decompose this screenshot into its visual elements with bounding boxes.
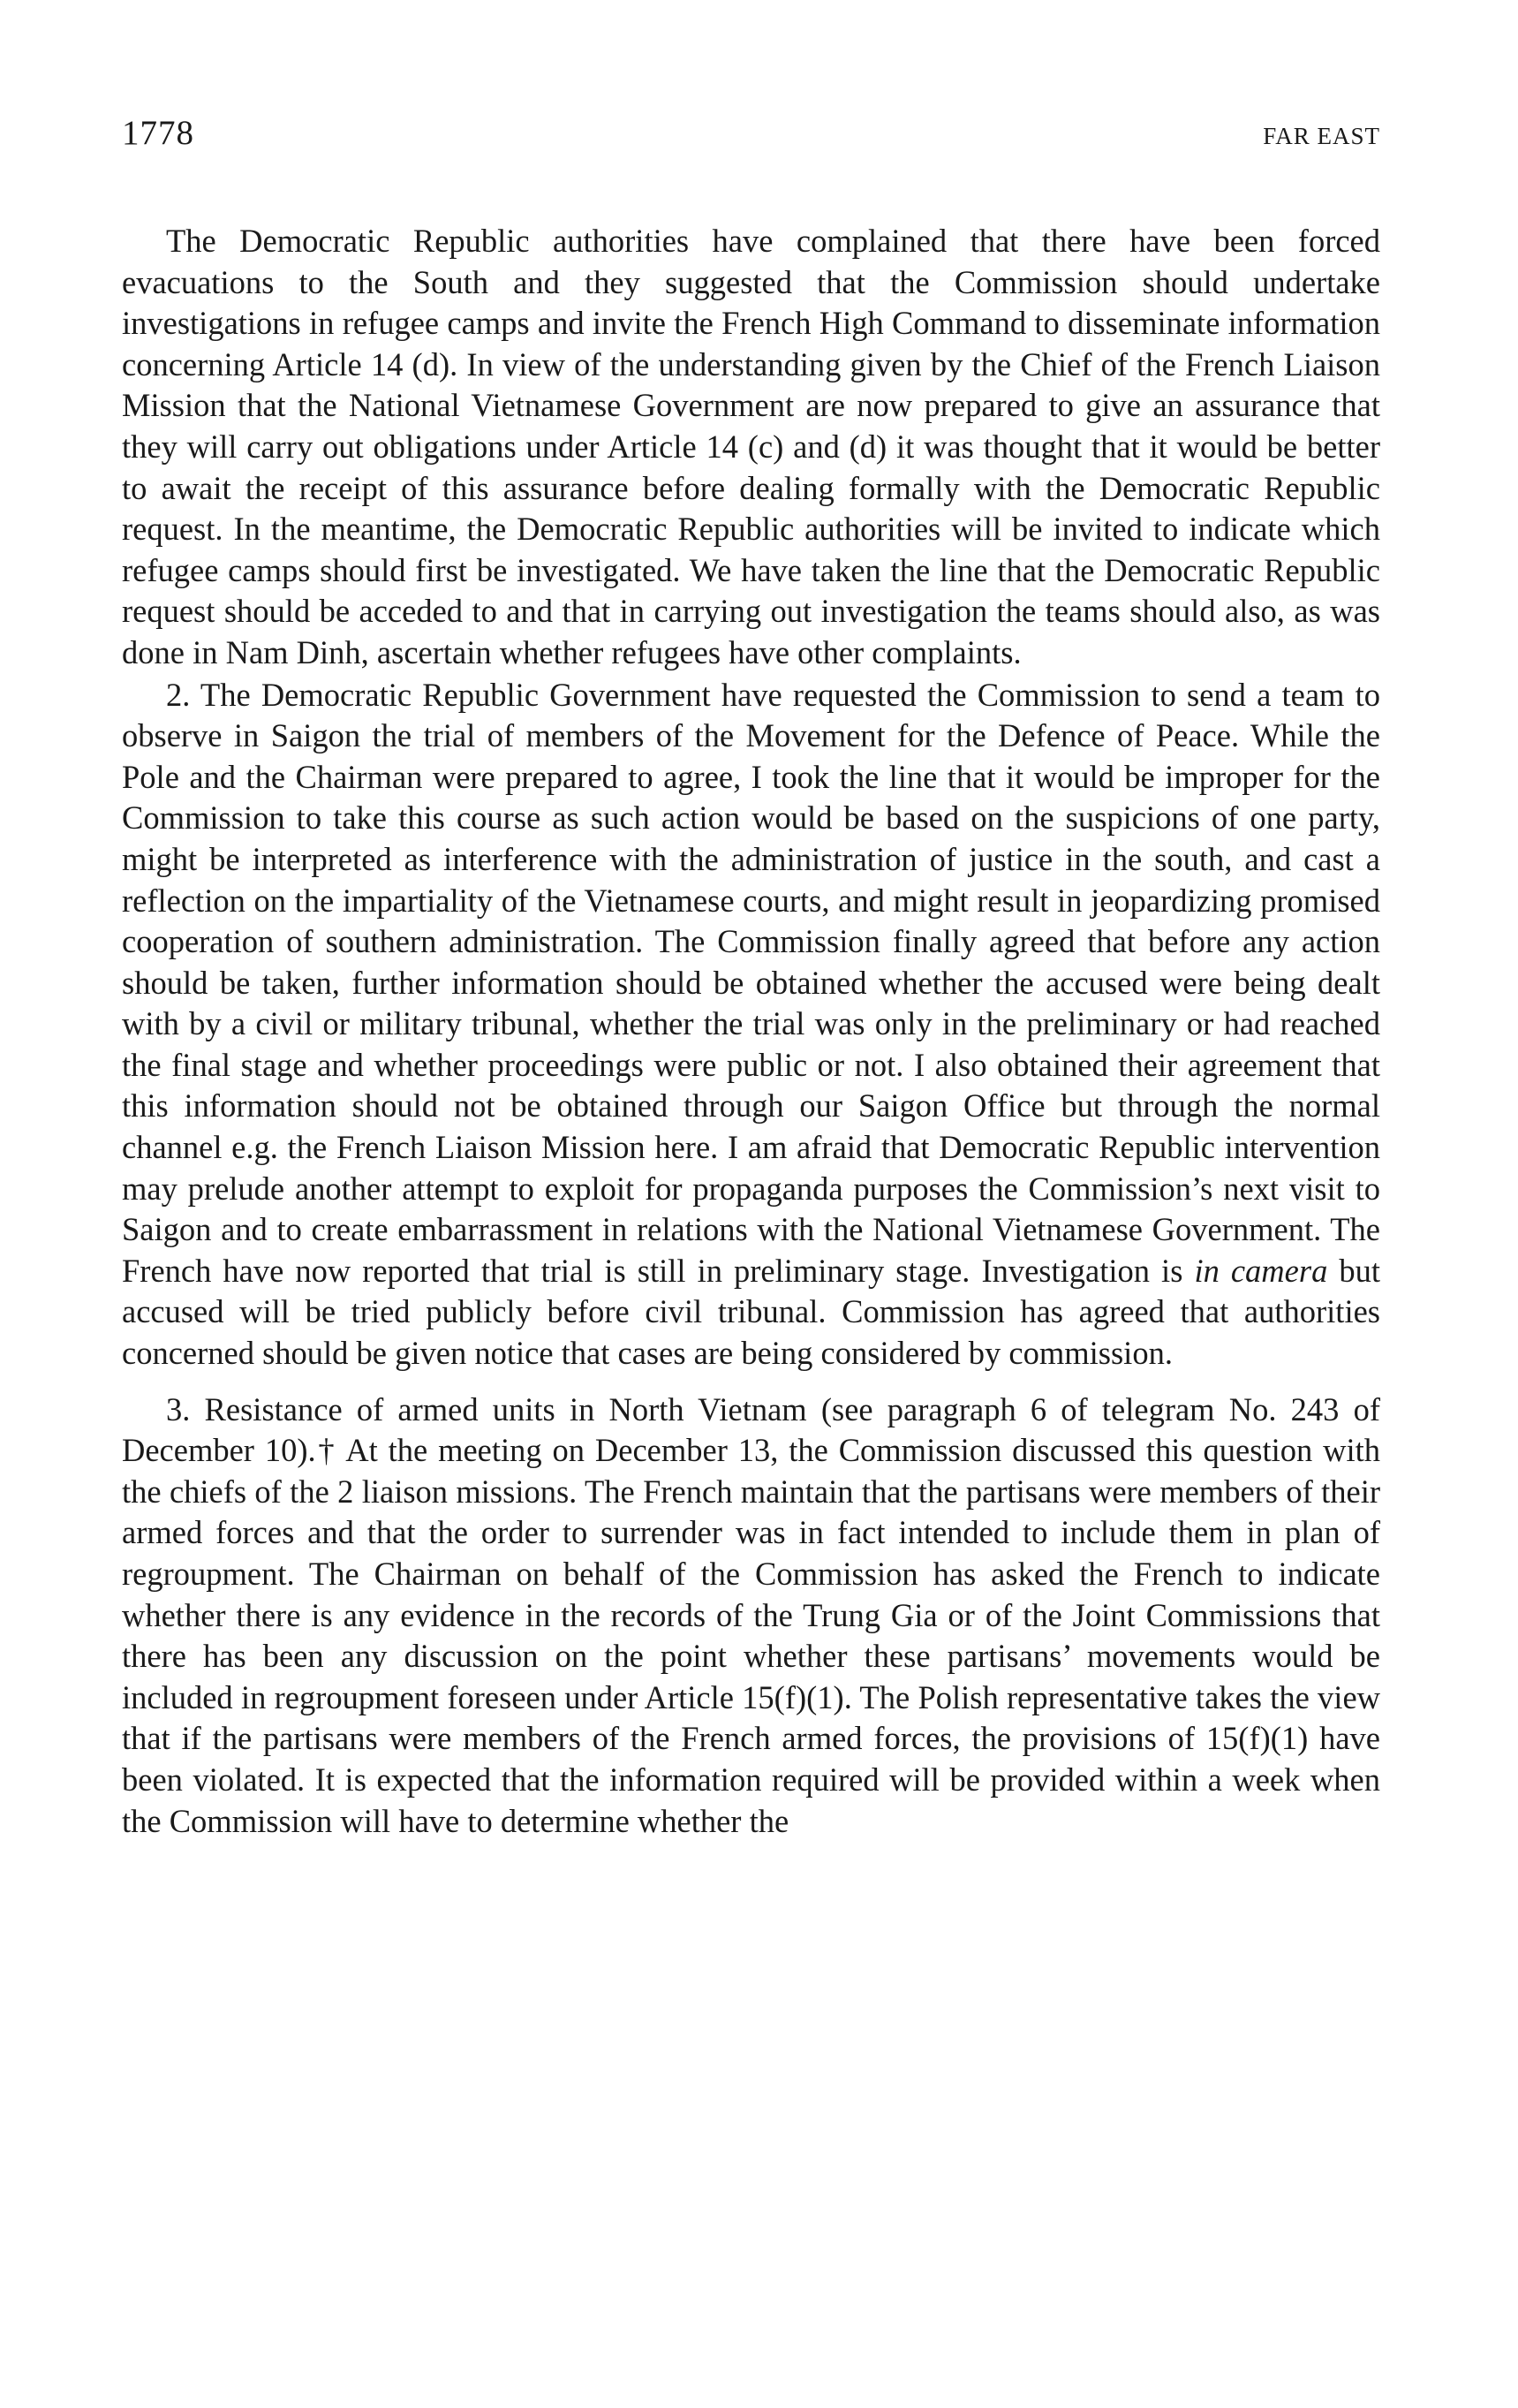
italic-text-segment: in camera [1194, 1252, 1328, 1289]
paragraph-refugee-camps [122, 221, 1380, 674]
page-header [122, 113, 1380, 166]
document-page [122, 113, 1380, 1842]
paragraph-3-armed-units [122, 1390, 1380, 1843]
text-segment: 3. Resistance of armed units in North Vietnam (see paragraph 6 of telegram No. 243 of December 10).† At the meeting on December 13, the Commission discussed this question with the chiefs of the 2 liaison missions. The French maintain that the partisans were members of their armed forces and that the order to surrender was in fact intended to include them in plan of regroupment. The Chairman on behalf of the Commission has asked the French to indicate whether there is any evidence in the records of the Trung Gia or of the Joint Commissions that there has been any discussion on the point whether these partisans’ movements would be included in regroupment foreseen under Article 15(f)(1). The Polish representative takes the view that if the partisans were members of the French armed forces, the provisions of 15(f)(1) have been violated. It is expected that the information required will be provided within a week when the Commission will have to determine whether the [122, 1390, 1380, 1839]
body-text [122, 221, 1380, 1842]
text-segment: 2. The Democratic Republic Government have requested the Commission to send a team to observe in Saigon the trial of members of the Movement for the Defence of Peace. While the Pole and the Chairman were prepared to agree, I took the line that it would be improper for the Commission to take this course as such action would be based on the suspicions of one party, might be interpreted as interference with the administration of justice in the south, and cast a reflection on the impartiality of the Vietnamese courts, and might result in jeopardizing promised cooperation of southern administration. The Commission finally agreed that before any action should be taken, further information should be obtained whether the accused were being dealt with by a civil or military tribunal, whether the trial was only in the preliminary or had reached the final stage and whether proceedings were public or not. I also obtained their agreement that this information should not be obtained through our Saigon Office but through the normal channel e.g. the French Liaison Mission here. I am afraid that Democratic Republic intervention may prelude another attempt to exploit for propaganda purposes the Commission’s next visit to Saigon and to create embarrassment in relations with the National Vietnamese Government. The French have now reported that trial is still in preliminary stage. Investigation is [122, 676, 1380, 1289]
paragraph-2-saigon-trial [122, 675, 1380, 1374]
text-segment: The Democratic Republic authorities have complained that there have been forced evacuations to the South and they suggested that the Commission should undertake investigations in refugee camps and invite the French High Command to disseminate information concerning Article 14 (d). In view of the understanding given by the Chief of the French Liaison Mission that the National Vietnamese Government are now prepared to give an assurance that they will carry out obligations under Article 14 (c) and (d) it was thought that it would be better to await the receipt of this assurance before dealing formally with the Democratic Republic request. In the meantime, the Democratic Republic authorities will be invited to indicate which refugee camps should first be investigated. We have taken the line that the Democratic Republic request should be acceded to and that in carrying out investigation the teams should also, as was done in Nam Dinh, ascertain whether refugees have other complaints. [122, 223, 1380, 670]
text-segment: but accused will be tried publicly before civil tribunal. Commission has agreed that authorities concerned should be given notice that cases are being considered by commission. [122, 1252, 1380, 1372]
running-head: FAR EAST [1263, 123, 1380, 149]
page-number: 1778 [122, 114, 194, 152]
